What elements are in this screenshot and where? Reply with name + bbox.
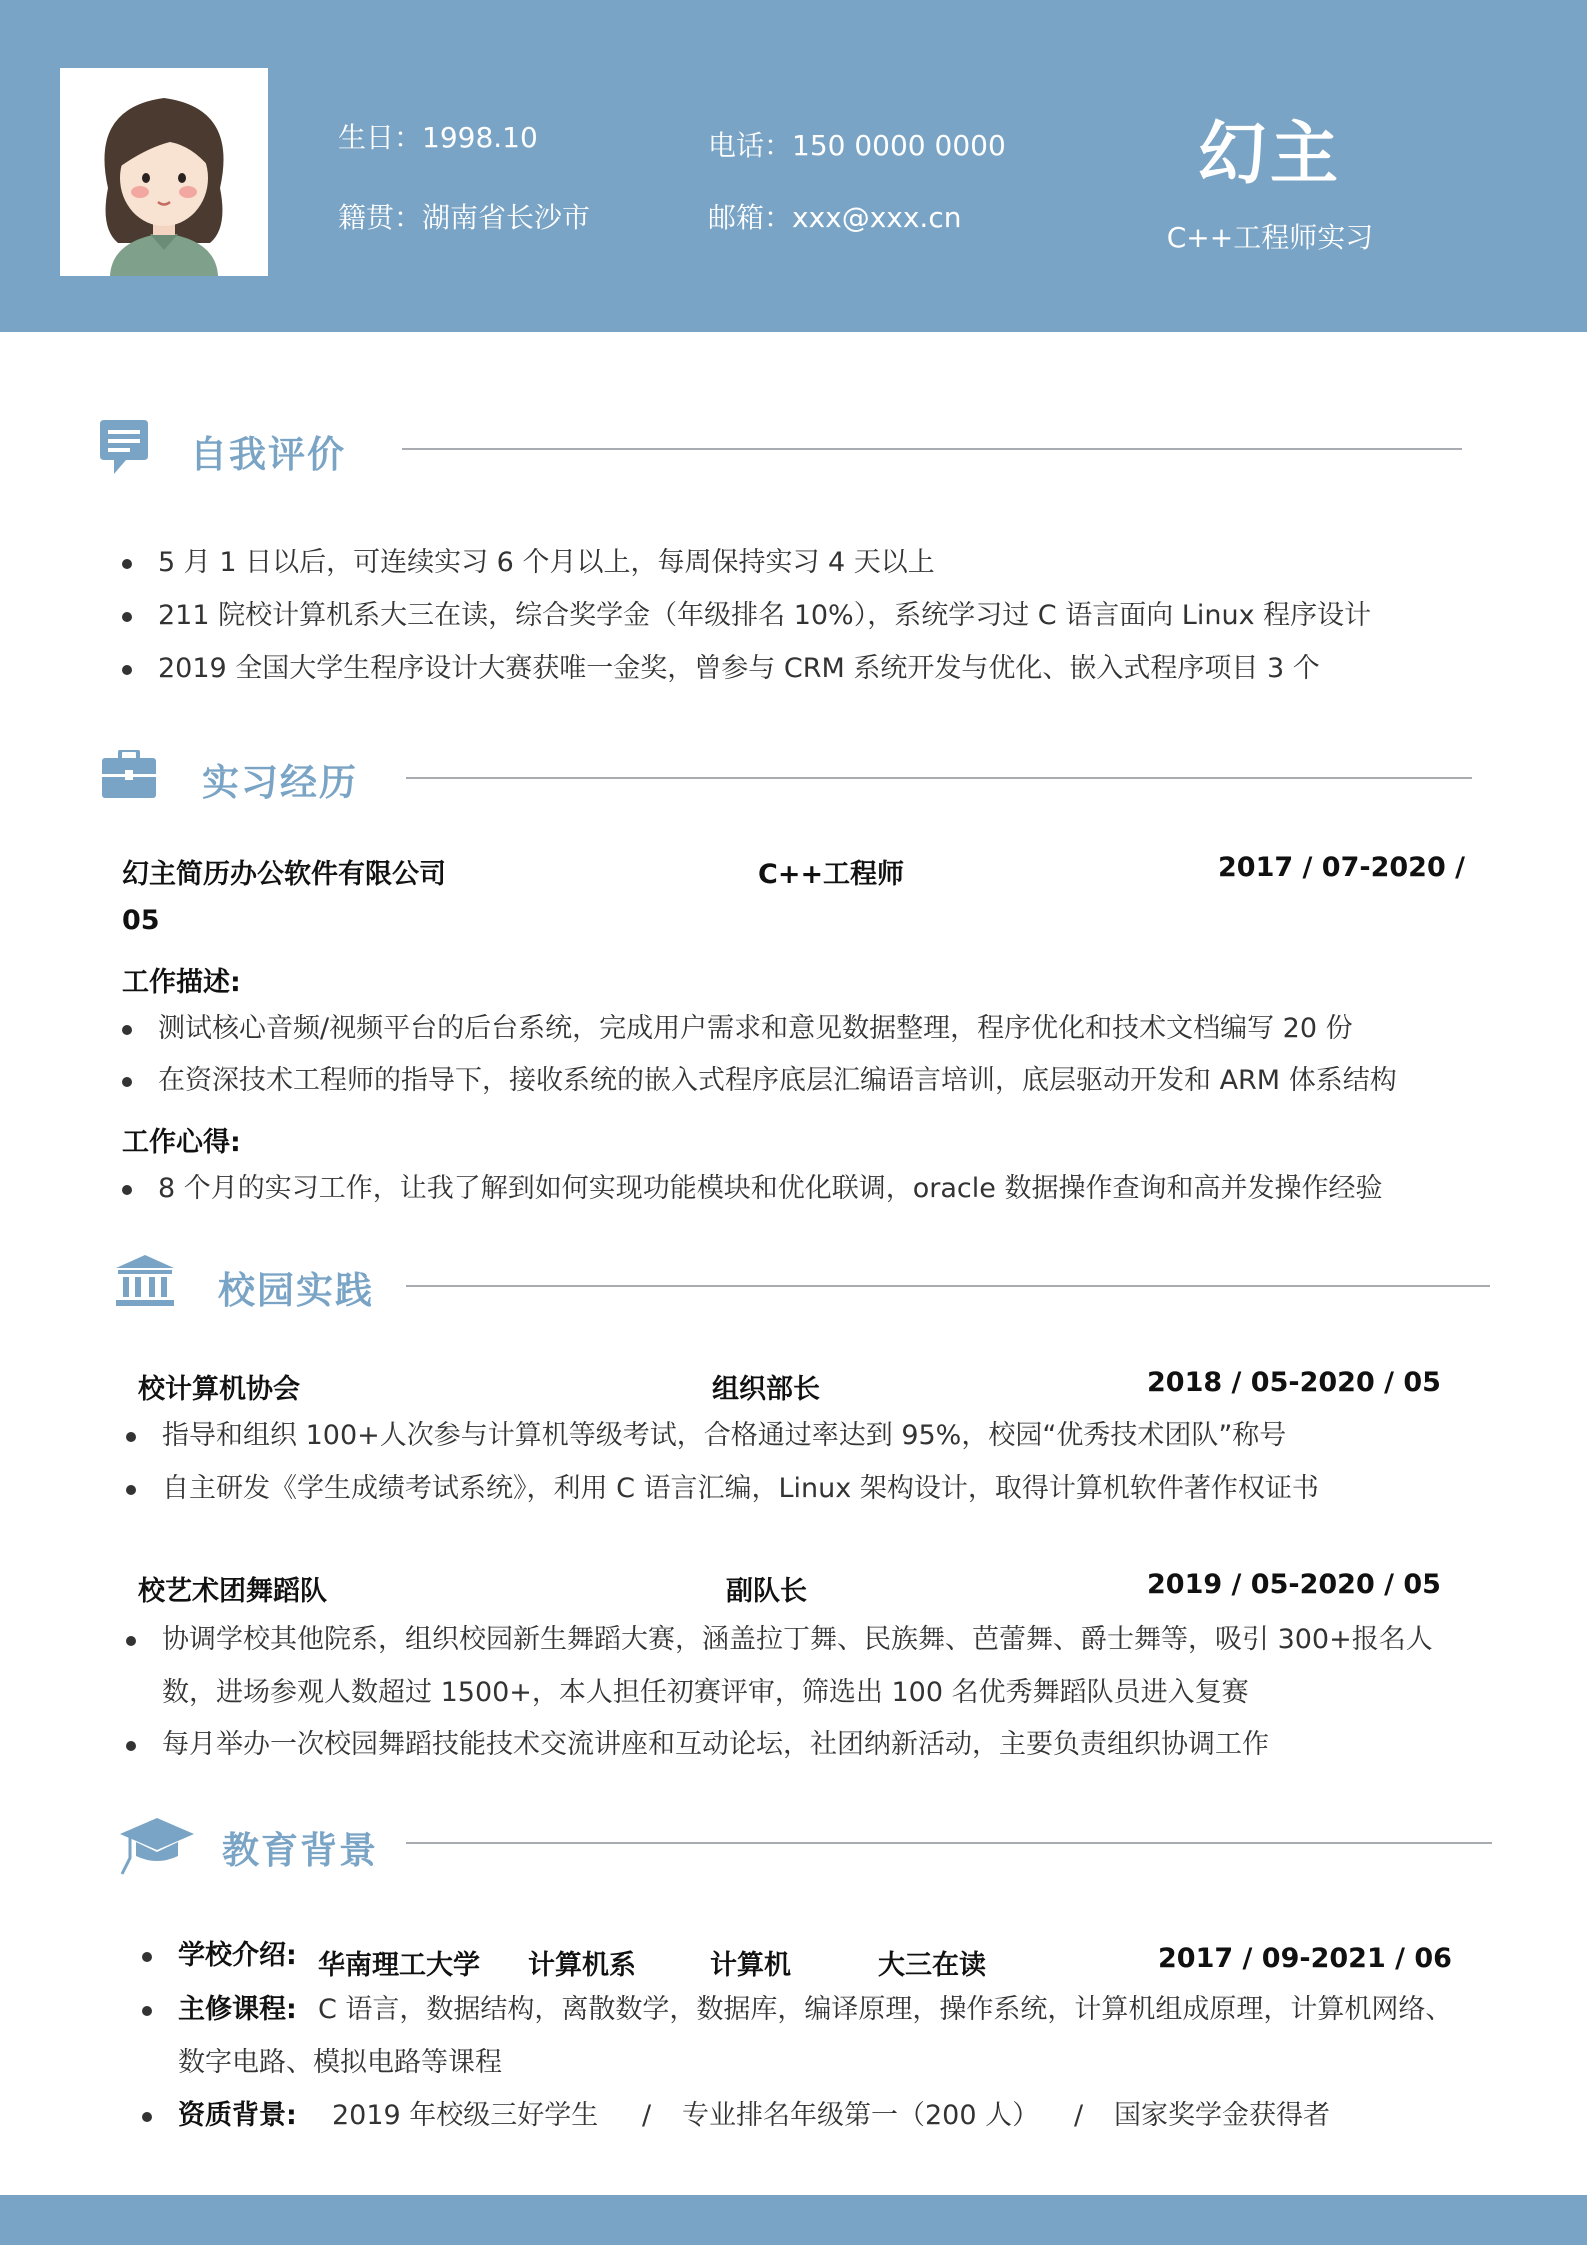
school-period: 2017 / 09-2021 / 06 xyxy=(1158,1943,1452,1974)
section-title-education: 教育背景 xyxy=(222,1829,378,1872)
school-name: 华南理工大学 xyxy=(318,1950,480,1981)
section-divider xyxy=(406,1842,1492,1844)
graduation-cap-icon xyxy=(120,1818,194,1876)
work-gain-label: 工作心得: xyxy=(122,1127,241,1158)
campus-role: 副队长 xyxy=(726,1576,807,1607)
qual-item: 2019 年校级三好学生 xyxy=(332,2100,599,2131)
phone-info: 电话：150 0000 0000 xyxy=(708,129,1006,162)
campus-period: 2019 / 05-2020 / 05 xyxy=(1147,1569,1441,1600)
school-dept: 计算机系 xyxy=(528,1950,636,1981)
school-label: 学校介绍: xyxy=(178,1930,297,1982)
campus-role: 组织部长 xyxy=(712,1374,820,1405)
work-desc-label: 工作描述: xyxy=(122,967,241,998)
section-divider xyxy=(406,777,1472,779)
quals-label: 资质背景: xyxy=(178,2090,297,2142)
hometown-info: 籍贯：湖南省长沙市 xyxy=(338,201,591,234)
section-title-self-eval: 自我评价 xyxy=(190,433,346,476)
section-divider xyxy=(402,448,1462,450)
campus-org: 校艺术团舞蹈队 xyxy=(138,1576,327,1607)
list-item: 自主研发《学生成绩考试系统》，利用 C 语言汇编，Linux 架构设计，取得计算机软件著作权证书 xyxy=(162,1463,1319,1515)
courses-label: 主修课程: xyxy=(178,1984,297,2036)
courses-text-cont: 数字电路、模拟电路等课程 xyxy=(178,2047,502,2078)
birth-info: 生日：1998.10 xyxy=(338,121,538,154)
job-role: C++工程师 xyxy=(758,859,905,890)
section-divider xyxy=(406,1285,1490,1287)
list-item: 5 月 1 日以后，可连续实习 6 个月以上，每周保持实习 4 天以上 xyxy=(158,537,935,589)
section-title-internship: 实习经历 xyxy=(202,761,358,804)
list-item: 2019 全国大学生程序设计大赛获唯一金奖，曾参与 CRM 系统开发与优化、嵌入式程序项目 3 个 xyxy=(158,643,1320,695)
campus-org: 校计算机协会 xyxy=(138,1374,300,1405)
courses-text: C 语言，数据结构，离散数学，数据库，编译原理，操作系统，计算机组成原理，计算机网络、 xyxy=(318,1994,1453,2025)
section-title-campus: 校园实践 xyxy=(218,1269,374,1312)
school-major: 计算机 xyxy=(710,1950,791,1981)
list-item: 协调学校其他院系，组织校园新生舞蹈大赛，涵盖拉丁舞、民族舞、芭蕾舞、爵士舞等，吸引 300+报名人 xyxy=(162,1614,1433,1666)
avatar xyxy=(60,68,268,276)
company-name: 幻主简历办公软件有限公司 xyxy=(122,859,446,890)
job-period: 2017 / 07-2020 / xyxy=(1218,852,1465,883)
footer-banner xyxy=(0,2195,1587,2245)
candidate-name: 幻主 xyxy=(1197,115,1342,194)
qual-item: 国家奖学金获得者 xyxy=(1114,2100,1330,2131)
school-status: 大三在读 xyxy=(878,1950,986,1981)
list-item: 每月举办一次校园舞蹈技能技术交流讲座和互动论坛，社团纳新活动，主要负责组织协调工作 xyxy=(162,1719,1269,1771)
campus-period: 2018 / 05-2020 / 05 xyxy=(1147,1367,1441,1398)
list-item-continued: 数，进场参观人数超过 1500+，本人担任初赛评审，筛选出 100 名优秀舞蹈队员进入复赛 xyxy=(162,1677,1249,1708)
job-period-cont: 05 xyxy=(122,905,160,936)
qual-item: 专业排名年级第一（200 人） xyxy=(682,2100,1040,2131)
bank-building-icon xyxy=(116,1255,174,1307)
list-item: 指导和组织 100+人次参与计算机等级考试，合格通过率达到 95%，校园“优秀技术团队”称号 xyxy=(162,1410,1286,1462)
chat-bubble-icon xyxy=(98,420,150,476)
header-banner xyxy=(0,0,1587,332)
separator: / xyxy=(642,2100,652,2131)
list-item: 在资深技术工程师的指导下，接收系统的嵌入式程序底层汇编语言培训，底层驱动开发和 ARM 体系结构 xyxy=(158,1055,1397,1107)
list-item: 8 个月的实习工作，让我了解到如何实现功能模块和优化联调，oracle 数据操作查询和高并发操作经验 xyxy=(158,1163,1382,1215)
job-target: C++工程师实习 xyxy=(1166,221,1374,254)
list-item: 211 院校计算机系大三在读，综合奖学金（年级排名 10%），系统学习过 C 语言面向 Linux 程序设计 xyxy=(158,590,1371,642)
email-info: 邮箱：xxx@xxx.cn xyxy=(708,201,962,234)
briefcase-icon xyxy=(102,750,156,798)
separator: / xyxy=(1074,2100,1084,2131)
list-item: 测试核心音频/视频平台的后台系统，完成用户需求和意见数据整理，程序优化和技术文档编写 20 份 xyxy=(158,1003,1353,1055)
